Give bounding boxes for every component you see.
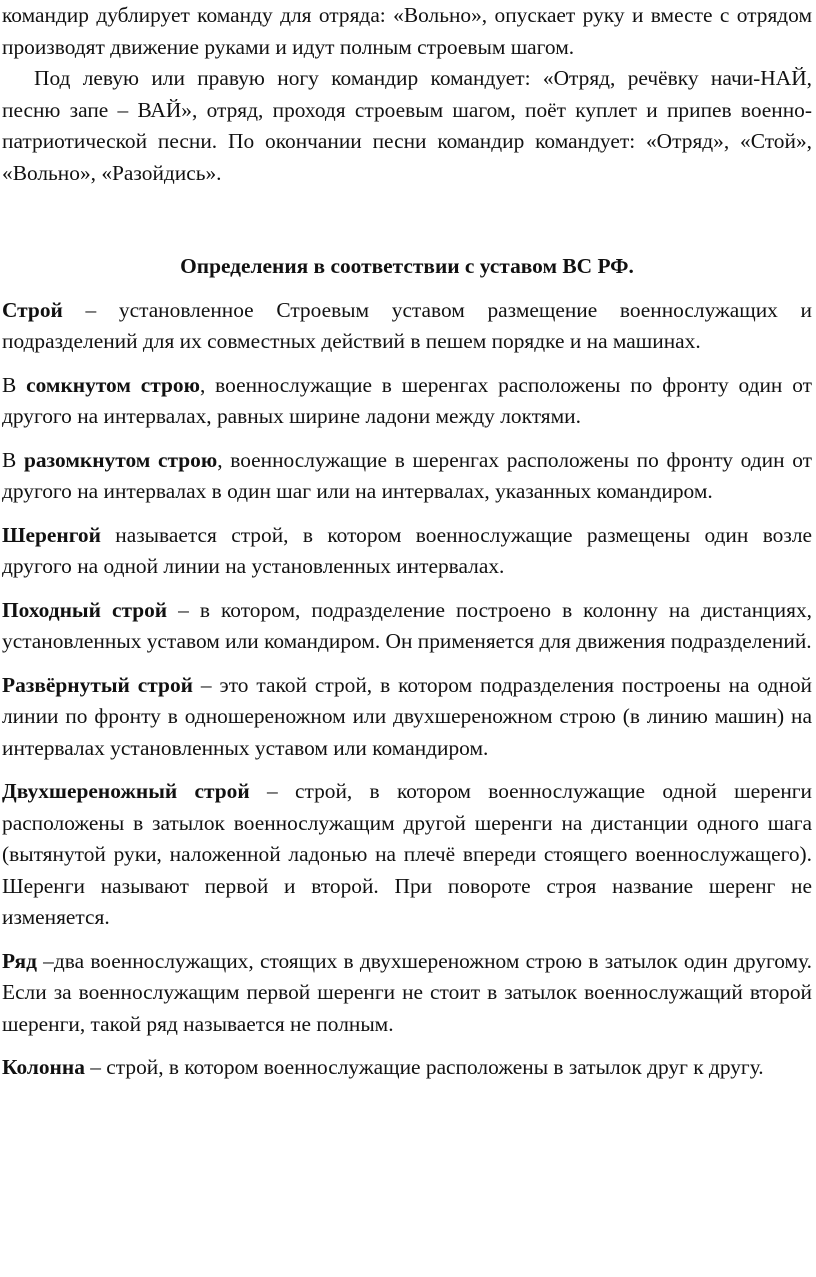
definition-somknutyi-prefix: В <box>2 372 27 397</box>
definition-stroy-text: – установленное Строевым уставом размещение военнослужащих и подразделений для их совместных действий в пешем порядке и на машинах. <box>2 297 812 353</box>
definition-dvukhsherenozhnyi <box>2 776 812 934</box>
term-razomknutyi: разомкнутом строю <box>23 447 218 472</box>
definition-razomknutyi <box>2 445 812 508</box>
definition-ryad-text: –два военнослужащих, стоящих в двухшереножном строю в затылок один другому. Если за военнослужащим первой шеренги не стоит в затылок военнослужащий второй шеренги, такой ряд называется не полным. <box>2 948 812 1036</box>
term-somknutyi: сомкнутом строю <box>26 372 200 397</box>
definition-somknutyi-text: , военнослужащие в шеренгах расположены по фронту один от другого на интервалах, равных ширине ладони между локтями. <box>2 372 812 428</box>
term-dvukhsherenozhnyi: Двухшереножный строй <box>2 779 250 803</box>
term-pokhodnyi: Походный строй <box>2 597 168 622</box>
definition-sherenga <box>2 520 812 583</box>
definition-dvukhsherenozhnyi-text: – строй, в котором военнослужащие одной шеренги расположены в затылок военнослужащим другой шеренги на дистанции одного шага (вытянутой руки, наложенной ладонью на плечё впереди стоящего военнослужащего). Шеренги называют первой и второй. При повороте строя название шеренг не изменяется. <box>2 779 812 929</box>
term-sherenga: Шеренгой <box>2 522 101 547</box>
definition-pokhodnyi <box>2 595 812 658</box>
definition-ryad <box>2 946 812 1041</box>
term-ryad: Ряд <box>2 948 37 973</box>
definition-kolonna <box>2 1052 812 1084</box>
definition-razomknutyi-prefix: В <box>2 447 24 472</box>
definition-somknutyi <box>2 370 812 433</box>
definition-sherenga-text: называется строй, в котором военнослужащие размещены один возле другого на одной линии на установленных интервалах. <box>2 522 812 578</box>
intro-paragraph-1: командир дублирует команду для отряда: «Вольно», опускает руку и вместе с отрядом производят движение руками и идут полным строевым шагом. <box>2 3 812 59</box>
definition-razvernutyi <box>2 670 812 765</box>
definition-stroy <box>2 295 812 358</box>
section-heading: Определения в соответствии с уставом ВС РФ. <box>180 254 634 278</box>
term-razvernutyi: Развёрнутый строй <box>2 672 193 697</box>
intro-paragraph-2: Под левую или правую ногу командир командует: «Отряд, речёвку начи-НАЙ, песню запе – ВАЙ», отряд, проходя строевым шагом, поёт куплет и припев военно-патриотической песни. По окончании песни командир командует: «Отряд», «Стой», «Вольно», «Разойдись». <box>2 66 812 185</box>
term-kolonna: Колонна <box>2 1055 85 1079</box>
definition-pokhodnyi-text: – в котором, подразделение построено в колонну на дистанциях, установленных уставом или командиром. Он применяется для движения подразделений. <box>2 597 812 653</box>
definition-razomknutyi-text: , военнослужащие в шеренгах расположены по фронту один от другого на интервалах в один шаг или на интервалах, указанных командиром. <box>2 447 812 503</box>
definition-kolonna-text: – строй, в котором военнослужащие расположены в затылок друг к другу. <box>84 1055 764 1079</box>
term-stroy: Строй <box>2 297 63 322</box>
definition-razvernutyi-text: – это такой строй, в котором подразделения построены на одной линии по фронту в одношереножном или двухшереножном строю (в линию машин) на интервалах установленных уставом или командиром. <box>2 672 812 760</box>
